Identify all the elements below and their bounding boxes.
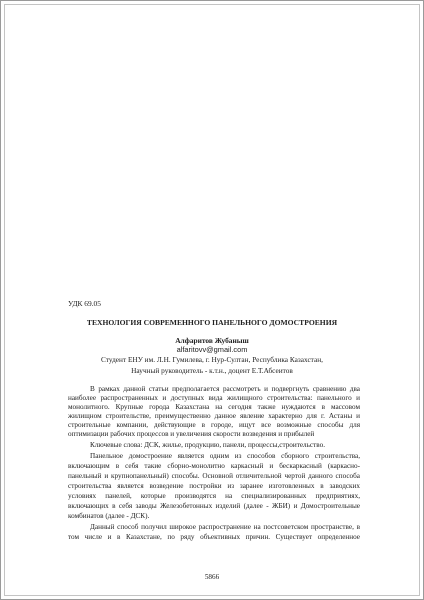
body-line: Данный способ получил широкое распространение на постсоветском пространстве, в <box>90 523 360 531</box>
abstract-line: монолитного. Крупные города Казахстана на сегодня также нуждаются в массовом <box>68 403 360 411</box>
body-line: том числе и в Казахстане, по ряду объективных причин. Существует определенное <box>68 533 360 541</box>
abstract-line: В рамках данной статьи предполагается рассмотреть и подвергнуть сравнению два <box>90 385 360 393</box>
author-affiliation: Студент ЕНУ им. Л.Н. Гумилева, г. Нур-Султан, Республика Казахстан, <box>101 355 323 364</box>
author-email: alfaritovv@gmail.com <box>176 345 248 354</box>
body-line: включающим в себя такие сборно-монолитно каркасный и бескаркасный (каркасно- <box>68 462 360 470</box>
body-line: панельный и крупнопанельный) способы. Основной отличительной чертой данного способа <box>68 472 360 480</box>
body-line: комбинатов (далее - ДСК). <box>68 512 150 520</box>
paper-title: ТЕХНОЛОГИЯ СОВРЕМЕННОГО ПАНЕЛЬНОГО ДОМОСТРОЕНИЯ <box>86 318 338 327</box>
page-number: 5866 <box>204 573 220 581</box>
abstract-line: оптимизации рабочих процессов и увеличения скорости возведения и прибылей <box>68 430 315 438</box>
body-line: включающих в себя заводы Железобетонных изделий (далее - ЖБИ) и Домостроительные <box>68 502 360 510</box>
body-line: Панельное домостроение является одним из способов сборного строительства, <box>90 452 360 460</box>
abstract-line: строительные компании, действующие в городе, ищут все возможные способы для <box>68 421 360 429</box>
body-line: условиях панелей, которые производятся на специализированных предприятиях, <box>68 492 360 500</box>
abstract-line: наиболее распространенных и доступных вида жилищного строительства: панельного и <box>68 394 360 402</box>
scientific-advisor: Научный руководитель - к.т.н., доцент Е.Т.Абсеитов <box>131 366 293 375</box>
body-line: строительства является возведение постройки из заранее изготовленных в заводских <box>68 482 360 490</box>
author-name: Алфаритов Жубаныш <box>175 336 249 345</box>
abstract-line: жилищном строительстве, преимущественно данное явление характерно для г. Астаны и <box>68 412 360 420</box>
udc-code: УДК 69.05 <box>68 299 101 308</box>
keywords-line: Ключевые слова: ДСК, жилье, продукцию, панели, процессы,строительство. <box>90 441 325 449</box>
